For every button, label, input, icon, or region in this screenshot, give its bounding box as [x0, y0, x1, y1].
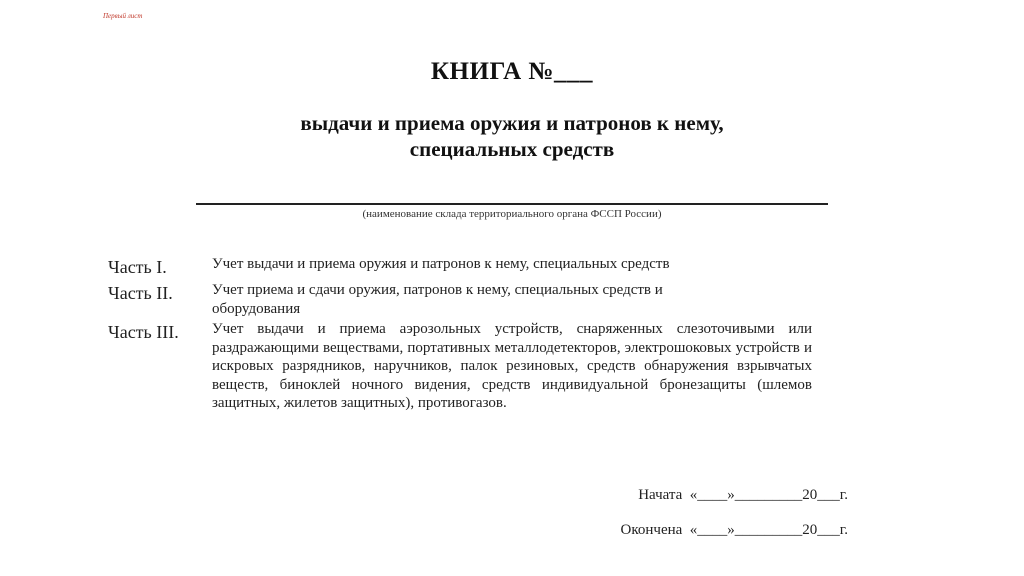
end-date: Окончена «____»_________20___г. [620, 522, 848, 538]
page-label: Первый лист [103, 12, 143, 20]
subtitle-line-2: специальных средств [409, 137, 615, 161]
fill-in-line [196, 203, 828, 205]
subtitle-line-1: выдачи и приема оружия и патронов к нему, [300, 111, 724, 135]
part-1-text: Учет выдачи и приема оружия и патронов к нему, специальных средств [212, 256, 670, 272]
part-1-label: Часть I. [108, 257, 167, 277]
start-date: Начата «____»_________20___г. [638, 487, 848, 503]
part-3-label: Часть III. [108, 322, 179, 342]
part-2-text: Учет приема и сдачи оружия, патронов к нему, специальных средств и оборудования [212, 282, 663, 317]
line-caption: (наименование склада территориального органа ФССП России) [362, 208, 662, 220]
part-3-text: Учет выдачи и приема аэрозольных устройств, снаряженных слезоточивыми или раздражающими веществами, портативных металлодетекторов, электрошоковых устройств и искровых разрядников, наручников, палок резиновых, средств обнаружения взрывчатых веществ, биноклей ночного видения, средств индивидуальной бронезащиты (шлемов защитных, жилетов защитных), противогазов. [212, 321, 812, 412]
document-title: КНИГА №___ [430, 58, 594, 85]
document-subtitle [0, 110, 1024, 162]
part-2-label: Часть II. [108, 283, 173, 303]
